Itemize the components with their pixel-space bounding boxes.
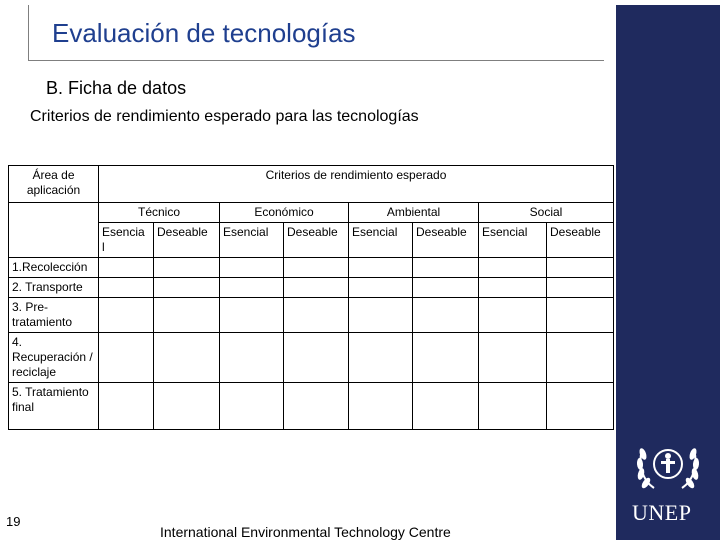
row-label: 5. Tratamiento final xyxy=(9,383,99,430)
table-cell[interactable] xyxy=(479,258,547,278)
table-cell[interactable] xyxy=(547,333,614,383)
sub-header: Deseable xyxy=(154,223,220,258)
table-cell[interactable] xyxy=(154,333,220,383)
table-cell[interactable] xyxy=(220,258,284,278)
slide-subheading: Criterios de rendimiento esperado para las tecnologías xyxy=(30,108,419,125)
table-cell[interactable] xyxy=(154,383,220,430)
table-cell[interactable] xyxy=(349,383,413,430)
table-cell[interactable] xyxy=(479,383,547,430)
table-cell[interactable] xyxy=(284,333,349,383)
table-cell[interactable] xyxy=(547,298,614,333)
table-cell[interactable] xyxy=(154,278,220,298)
criteria-header: Criterios de rendimiento esperado xyxy=(99,166,614,203)
row-label: 2. Transporte xyxy=(9,278,99,298)
sub-header: Esencia l xyxy=(99,223,154,258)
table-cell[interactable] xyxy=(284,278,349,298)
table-cell[interactable] xyxy=(99,333,154,383)
row-label: 3. Pre-tratamiento xyxy=(9,298,99,333)
table-cell[interactable] xyxy=(284,383,349,430)
sub-header: Deseable xyxy=(284,223,349,258)
table-row xyxy=(9,258,614,278)
table-cell[interactable] xyxy=(413,298,479,333)
slide-title: Evaluación de tecnologías xyxy=(52,18,356,48)
table-cell[interactable] xyxy=(349,278,413,298)
sub-header: Esencial xyxy=(479,223,547,258)
table-cell[interactable] xyxy=(220,298,284,333)
group-header-tecnico: Técnico xyxy=(99,203,220,223)
title-divider xyxy=(28,60,604,61)
table-row xyxy=(9,383,614,430)
table-cell[interactable] xyxy=(154,258,220,278)
unep-logo-text: UNEP xyxy=(632,500,692,525)
area-header-empty xyxy=(9,203,99,258)
table-cell[interactable] xyxy=(220,278,284,298)
table-cell[interactable] xyxy=(413,278,479,298)
table-cell[interactable] xyxy=(349,333,413,383)
table-row xyxy=(9,333,614,383)
group-header-economico: Económico xyxy=(220,203,349,223)
table-cell[interactable] xyxy=(99,298,154,333)
group-header-social: Social xyxy=(479,203,614,223)
table-cell[interactable] xyxy=(479,333,547,383)
group-header-ambiental: Ambiental xyxy=(349,203,479,223)
page-number: 19 xyxy=(6,514,21,529)
table-cell[interactable] xyxy=(413,333,479,383)
area-header: Área de aplicación xyxy=(9,166,99,203)
sub-header: Deseable xyxy=(413,223,479,258)
table-cell[interactable] xyxy=(413,383,479,430)
table-row xyxy=(9,278,614,298)
table-cell[interactable] xyxy=(349,258,413,278)
table-cell[interactable] xyxy=(413,258,479,278)
table-cell[interactable] xyxy=(349,298,413,333)
table-cell[interactable] xyxy=(284,298,349,333)
table-cell[interactable] xyxy=(220,383,284,430)
un-emblem-icon xyxy=(628,430,708,505)
table-cell[interactable] xyxy=(99,278,154,298)
sub-header: Esencial xyxy=(220,223,284,258)
table-cell[interactable] xyxy=(547,278,614,298)
slide-subtitle: B. Ficha de datos xyxy=(46,78,187,98)
table-cell[interactable] xyxy=(220,333,284,383)
table-cell[interactable] xyxy=(284,258,349,278)
table-cell[interactable] xyxy=(479,298,547,333)
criteria-table xyxy=(8,165,614,430)
row-label: 4. Recuperación / reciclaje xyxy=(9,333,99,383)
sub-header: Esencial xyxy=(349,223,413,258)
table-cell[interactable] xyxy=(154,298,220,333)
title-rule-stub xyxy=(28,5,29,61)
table-cell[interactable] xyxy=(547,258,614,278)
table-cell[interactable] xyxy=(99,383,154,430)
table-cell[interactable] xyxy=(479,278,547,298)
row-label: 1.Recolección xyxy=(9,258,99,278)
table-row xyxy=(9,298,614,333)
footer-text: International Environmental Technology Centre xyxy=(160,524,451,540)
sub-header: Deseable xyxy=(547,223,614,258)
table-cell[interactable] xyxy=(99,258,154,278)
table-cell[interactable] xyxy=(547,383,614,430)
